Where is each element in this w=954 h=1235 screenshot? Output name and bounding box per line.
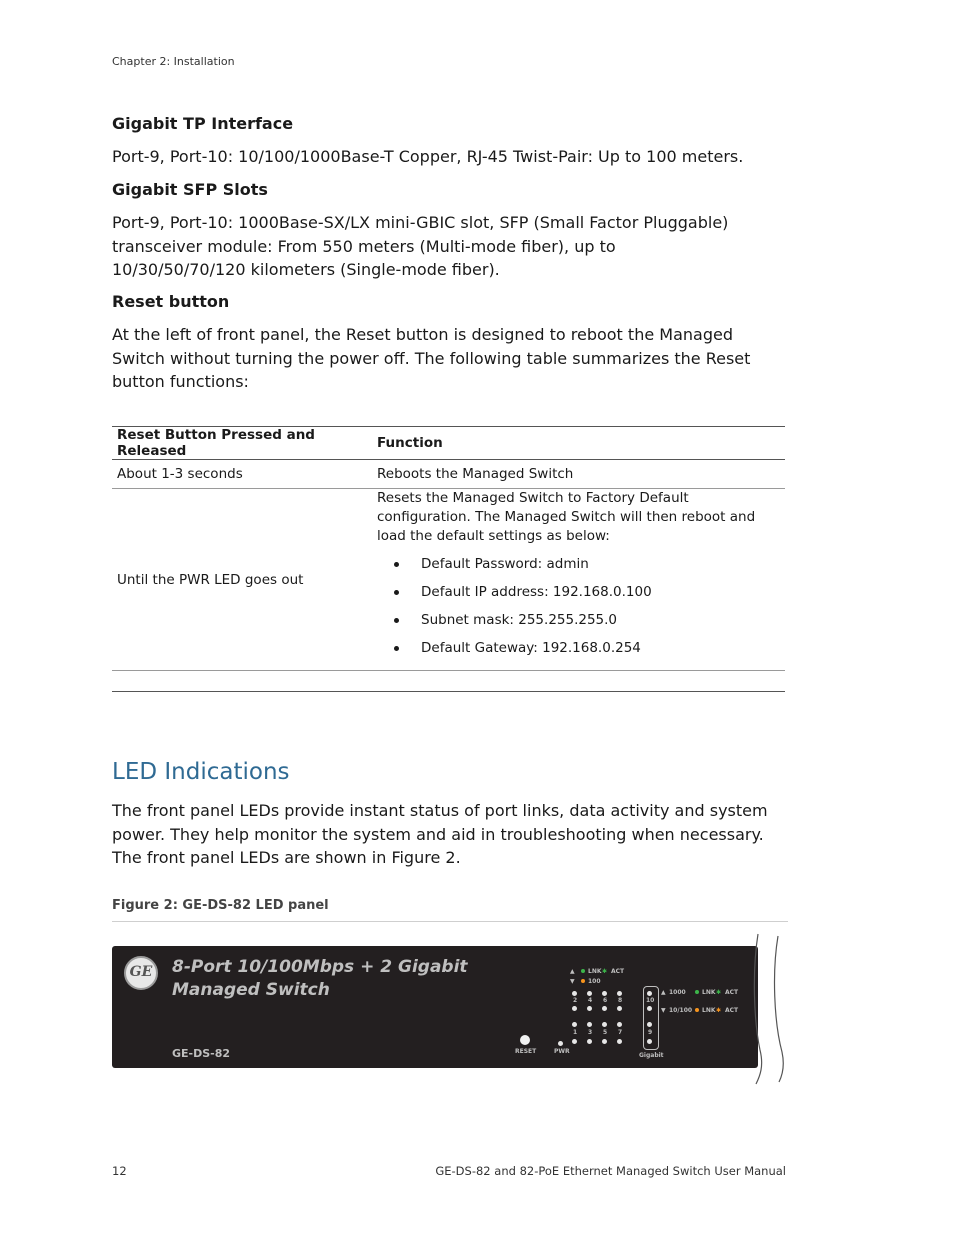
- para-led-indications: The front panel LEDs provide instant status of port links, data activity and system power. They help monitor the system and aid in troubleshooting when necessary. The front panel LEDs are shown in Figure 2.: [112, 801, 768, 867]
- lnk-dot-icon: [695, 1008, 699, 1012]
- act-star-icon: ✱: [716, 989, 722, 996]
- reset-function-table: [112, 426, 785, 671]
- reset-label: RESET: [515, 1048, 537, 1055]
- list-item: Subnet mask: 255.255.255.0: [377, 606, 780, 634]
- table-row: [112, 489, 785, 671]
- act-label: ACT: [725, 989, 739, 996]
- port-label: 5: [603, 1029, 608, 1036]
- triangle-up-icon: ▲: [661, 989, 666, 996]
- led-panel-figure: [112, 946, 758, 1068]
- led-port3-top: [587, 1022, 592, 1027]
- led-port8-bottom: [617, 1006, 622, 1011]
- led-port1-top: [572, 1022, 577, 1027]
- led-port6-top: [602, 991, 607, 996]
- speed-1000-label: 1000: [669, 989, 686, 996]
- list-item: Default Gateway: 192.168.0.254: [377, 634, 780, 662]
- running-head: Chapter 2: Installation: [112, 55, 235, 68]
- led-port5-bottom: [602, 1039, 607, 1044]
- port-label: 2: [573, 997, 578, 1004]
- port-label: 3: [588, 1029, 593, 1036]
- led-port6-bottom: [602, 1006, 607, 1011]
- triangle-up-icon: ▲: [570, 968, 575, 975]
- para-gigabit-sfp: Port-9, Port-10: 1000Base-SX/LX mini-GBIC slot, SFP (Small Factor Pluggable) transceiver module: From 550 meters (Multi-mode fiber), up to 10/30/50/70/120 kilometers (Single-mode fiber).: [112, 213, 729, 279]
- heading-led-indications: LED Indications: [112, 759, 290, 785]
- gigabit-label: Gigabit: [639, 1052, 664, 1059]
- speed-100-label: 100: [588, 978, 601, 985]
- port-label: 7: [618, 1029, 623, 1036]
- act-label: ACT: [611, 968, 625, 975]
- led-port1-bottom: [572, 1039, 577, 1044]
- table-end-rule: [112, 691, 785, 692]
- list-item: Default IP address: 192.168.0.100: [377, 578, 780, 606]
- break-lines-icon: [752, 932, 792, 1088]
- table-header-press: Reset Button Pressed and Released: [112, 427, 372, 460]
- led-port5-top: [602, 1022, 607, 1027]
- led-port7-bottom: [617, 1039, 622, 1044]
- para-reset-button: At the left of front panel, the Reset button is designed to reboot the Managed Switch without turning the power off. The following table summarizes the Reset button functions:: [112, 325, 751, 391]
- ge-logo-icon: GE: [124, 956, 158, 990]
- table-header-row: [112, 427, 785, 460]
- panel-title: [172, 956, 468, 1002]
- led-port9-top: [647, 1022, 652, 1027]
- list-item: Default Password: admin: [377, 550, 780, 578]
- gig-port-label: 10: [646, 997, 655, 1004]
- para-gigabit-tp: Port-9, Port-10: 10/100/1000Base-T Copper, RJ-45 Twist-Pair: Up to 100 meters.: [112, 147, 744, 166]
- page-number: 12: [112, 1164, 127, 1178]
- table-cell-function: Reboots the Managed Switch: [372, 460, 785, 489]
- figure-rule: [112, 921, 788, 922]
- led-port10-top: [647, 991, 652, 996]
- speed-dot-icon: [581, 979, 585, 983]
- lnk-label: LNK: [588, 968, 602, 975]
- figure-caption: Figure 2: GE-DS-82 LED panel: [112, 898, 329, 913]
- triangle-down-icon: ▼: [570, 978, 575, 985]
- port-label: 1: [573, 1029, 578, 1036]
- led-port7-top: [617, 1022, 622, 1027]
- table-header-function: Function: [372, 427, 785, 460]
- led-port9-bottom: [647, 1039, 652, 1044]
- port-label: 8: [618, 997, 623, 1004]
- heading-gigabit-sfp: Gigabit SFP Slots: [112, 180, 268, 199]
- table-row: [112, 460, 785, 489]
- led-port2-bottom: [572, 1006, 577, 1011]
- act-label: ACT: [725, 1007, 739, 1014]
- panel-model-label: GE-DS-82: [172, 1047, 231, 1060]
- table-cell-press: Until the PWR LED goes out: [112, 489, 372, 671]
- lnk-dot-icon: [695, 990, 699, 994]
- pwr-label: PWR: [554, 1048, 570, 1055]
- factory-reset-description: Resets the Managed Switch to Factory Default configuration. The Managed Switch will then reboot and load the default settings as below:: [377, 490, 756, 544]
- table-cell-press: About 1-3 seconds: [112, 460, 372, 489]
- led-port10-bottom: [647, 1006, 652, 1011]
- led-port2-top: [572, 991, 577, 996]
- table-cell-function: [372, 489, 785, 671]
- triangle-down-icon: ▼: [661, 1007, 666, 1014]
- heading-gigabit-tp: Gigabit TP Interface: [112, 114, 294, 133]
- panel-title-line2: Managed Switch: [172, 980, 330, 1000]
- panel-title-line1: 8-Port 10/100Mbps + 2 Gigabit: [172, 957, 468, 977]
- default-settings-list: [377, 550, 780, 662]
- footer-manual-title: GE-DS-82 and 82-PoE Ethernet Managed Switch User Manual: [435, 1164, 786, 1178]
- gig-port-label: 9: [648, 1029, 653, 1036]
- led-port4-bottom: [587, 1006, 592, 1011]
- lnk-label: LNK: [702, 1007, 716, 1014]
- speed-10-100-label: 10/100: [669, 1007, 693, 1014]
- act-star-icon: ✱: [716, 1007, 722, 1014]
- led-port8-top: [617, 991, 622, 996]
- lnk-dot-icon: [581, 969, 585, 973]
- port-label: 6: [603, 997, 608, 1004]
- lnk-label: LNK: [702, 989, 716, 996]
- led-port4-top: [587, 991, 592, 996]
- led-pwr: [558, 1041, 563, 1046]
- act-star-icon: ✱: [602, 968, 608, 975]
- reset-button-icon: [520, 1035, 530, 1045]
- led-port3-bottom: [587, 1039, 592, 1044]
- port-label: 4: [588, 997, 593, 1004]
- heading-reset-button: Reset button: [112, 292, 230, 311]
